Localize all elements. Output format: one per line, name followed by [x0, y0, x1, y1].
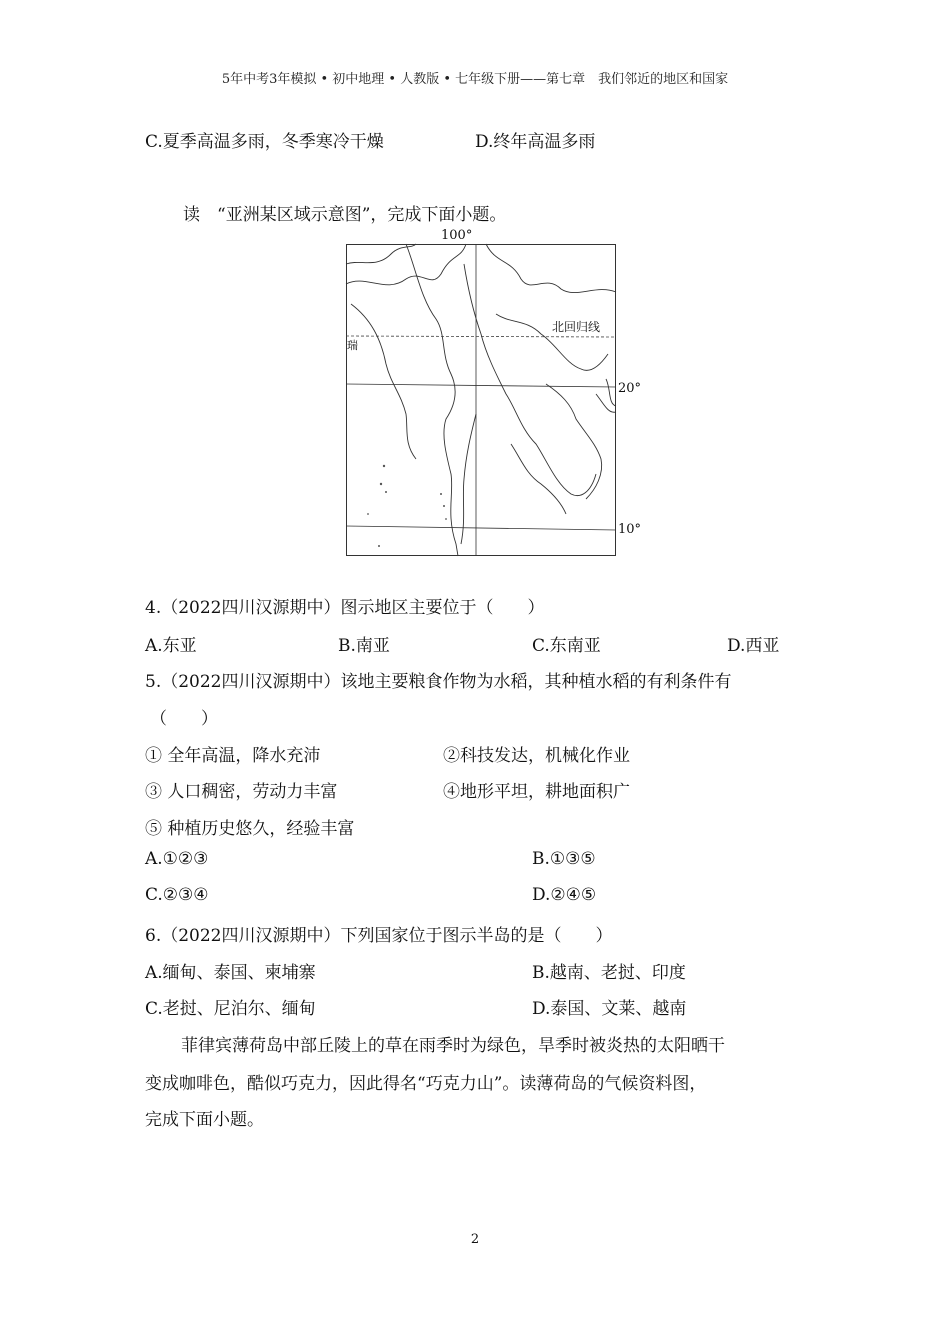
q5-condition-2: ②科技发达，机械化作业: [443, 746, 630, 766]
q6-option-c: C.老挝、尼泊尔、缅甸: [145, 999, 316, 1019]
q5-condition-3: ③ 人口稠密，劳动力丰富: [145, 782, 338, 802]
q6-option-b: B.越南、老挝、印度: [532, 963, 686, 983]
passage-line-3: 完成下面小题。: [145, 1110, 264, 1130]
q4-option-a: A.东亚: [145, 636, 197, 656]
q5-condition-5: ⑤ 种植历史悠久，经验丰富: [145, 819, 355, 839]
passage-line-1: 菲律宾薄荷岛中部丘陵上的草在雨季时为绿色，旱季时被炎热的太阳晒干: [181, 1036, 725, 1056]
longitude-label: 100°: [441, 228, 473, 243]
lat10-label: 10°: [618, 522, 642, 537]
q5-option-b: B.①③⑤: [532, 849, 596, 869]
q4-option-b: B.南亚: [338, 636, 390, 656]
q3-option-c: C.夏季高温多雨，冬季寒冷干燥: [145, 132, 384, 152]
q3-option-d: D.终年高温多雨: [475, 132, 596, 152]
map-intro: 读 “亚洲某区域示意图”，完成下面小题。: [183, 205, 507, 225]
q4-stem: 4.（2022四川汉源期中）图示地区主要位于（ ）: [145, 598, 545, 618]
q5-option-d: D.②④⑤: [532, 885, 597, 905]
page-header: 5年中考3年模拟 • 初中地理 • 人教版 • 七年级下册——第七章 我们邻近的地区和国家: [221, 72, 729, 87]
q4-option-d: D.西亚: [727, 636, 780, 656]
tropic-label: 北回归线: [552, 320, 601, 334]
asia-region-map: [346, 244, 616, 556]
q6-stem: 6.（2022四川汉源期中）下列国家位于图示半岛的是（ ）: [145, 926, 613, 946]
q4-option-c: C.东南亚: [532, 636, 601, 656]
map-border: [347, 245, 616, 556]
q5-stem-cont: （ ）: [150, 709, 218, 729]
q5-stem: 5.（2022四川汉源期中）该地主要粮食作物为水稻，其种植水稻的有利条件有: [145, 672, 732, 692]
q5-option-a: A.①②③: [145, 849, 209, 869]
q6-option-d: D.泰国、文莱、越南: [532, 999, 687, 1019]
passage-line-2: 变成咖啡色，酷似巧克力，因此得名“巧克力山”。读薄荷岛的气候资料图，: [145, 1074, 707, 1094]
q5-condition-1: ① 全年高温，降水充沛: [145, 746, 321, 766]
q5-condition-4: ④地形平坦，耕地面积广: [443, 782, 630, 802]
lat20-label: 20°: [618, 381, 642, 396]
q6-option-a: A.缅甸、泰国、柬埔寨: [145, 963, 316, 983]
page-number: 2: [470, 1232, 480, 1247]
map-clipped-label: 瑞: [347, 339, 358, 352]
q5-option-c: C.②③④: [145, 885, 209, 905]
